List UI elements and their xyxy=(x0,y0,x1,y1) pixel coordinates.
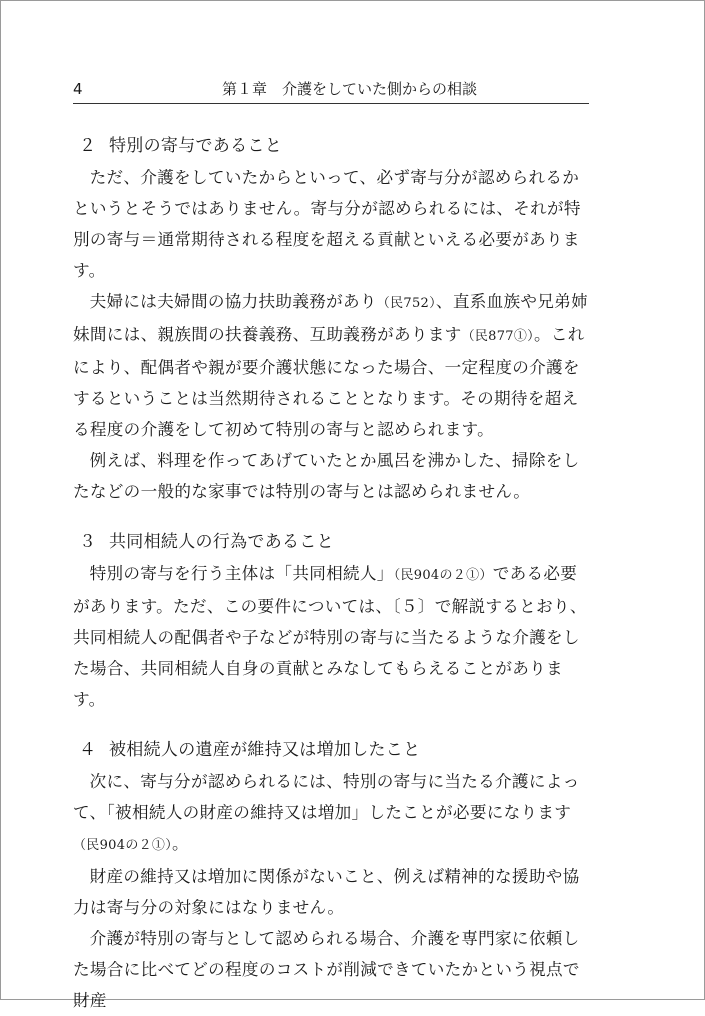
paragraph xyxy=(73,558,589,715)
section-heading xyxy=(73,735,589,766)
section-heading xyxy=(73,527,589,558)
page-number: 4 xyxy=(73,80,83,98)
paragraph: ただ、介護をしていたからといって、必ず寄与分が認められるかというとそうではありません。寄与分が認められるには、それが特別の寄与＝通常期待される程度を超える貢献といえる必要があります。 xyxy=(73,168,581,280)
chapter-title: 第１章 介護をしていた側からの相談 xyxy=(221,80,477,98)
section-2 xyxy=(73,131,589,507)
header-rule xyxy=(73,103,589,104)
paragraph-text: 夫婦には夫婦間の協力扶助義務があり xyxy=(89,292,377,311)
paragraph-text: 、直系血族や兄弟姉妹間には、親族間の扶養義務、互助義務があります xyxy=(73,292,588,344)
paragraph: 財産の維持又は増加に関係がないこと、例えば精神的な援助や協力は寄与分の対象にはなりません。 xyxy=(73,867,580,917)
paragraph: 介護が特別の寄与として認められる場合、介護を専門家に依頼した場合に比べてどの程度のコストが削減できていたかという視点で財産 xyxy=(73,929,580,1010)
section-number: ２ xyxy=(79,136,97,156)
statute-reference: （民904の２①） xyxy=(73,838,173,853)
page-content xyxy=(73,131,589,1016)
paragraph-text: 次に、寄与分が認められるには、特別の寄与に当たる介護によって、「被相続人の財産の維持又は増加」したことが必要になります xyxy=(73,772,580,822)
paragraph-text: 。 xyxy=(172,834,189,853)
statute-reference: （民752） xyxy=(376,296,436,311)
paragraph: 例えば、料理を作ってあげていたとか風呂を沸かした、掃除をしたなどの一般的な家事では特別の寄与とは認められません。 xyxy=(73,451,580,501)
section-number: ４ xyxy=(79,740,97,760)
paragraph-text: 特別の寄与を行う主体は「共同相続人」 xyxy=(89,564,394,583)
section-3 xyxy=(73,527,589,715)
section-number: ３ xyxy=(79,532,97,552)
paragraph-text: である必要があります。ただ、この要件については、〔５〕で解説するとおり、共同相続人の配偶者や子などが特別の寄与に当たるような介護をした場合、共同相続人自身の貢献とみなしてもらえることがあります。 xyxy=(73,564,587,709)
running-head xyxy=(73,79,589,103)
section-heading xyxy=(73,131,589,162)
section-title: 共同相続人の行為であること xyxy=(109,532,334,552)
statute-reference: （民904の２①） xyxy=(393,568,493,583)
paragraph xyxy=(73,286,589,445)
statute-reference: （民877①） xyxy=(461,329,534,344)
section-title: 特別の寄与であること xyxy=(109,136,282,156)
section-title: 被相続人の遺産が維持又は増加したこと xyxy=(109,740,421,760)
paragraph-text: 。これにより、配偶者や親が要介護状態になった場合、一定程度の介護をするということは当然期待されることとなります。その期待を超える程度の介護をして初めて特別の寄与と認められます。 xyxy=(73,325,585,439)
section-4 xyxy=(73,735,589,1016)
paragraph xyxy=(73,766,589,861)
